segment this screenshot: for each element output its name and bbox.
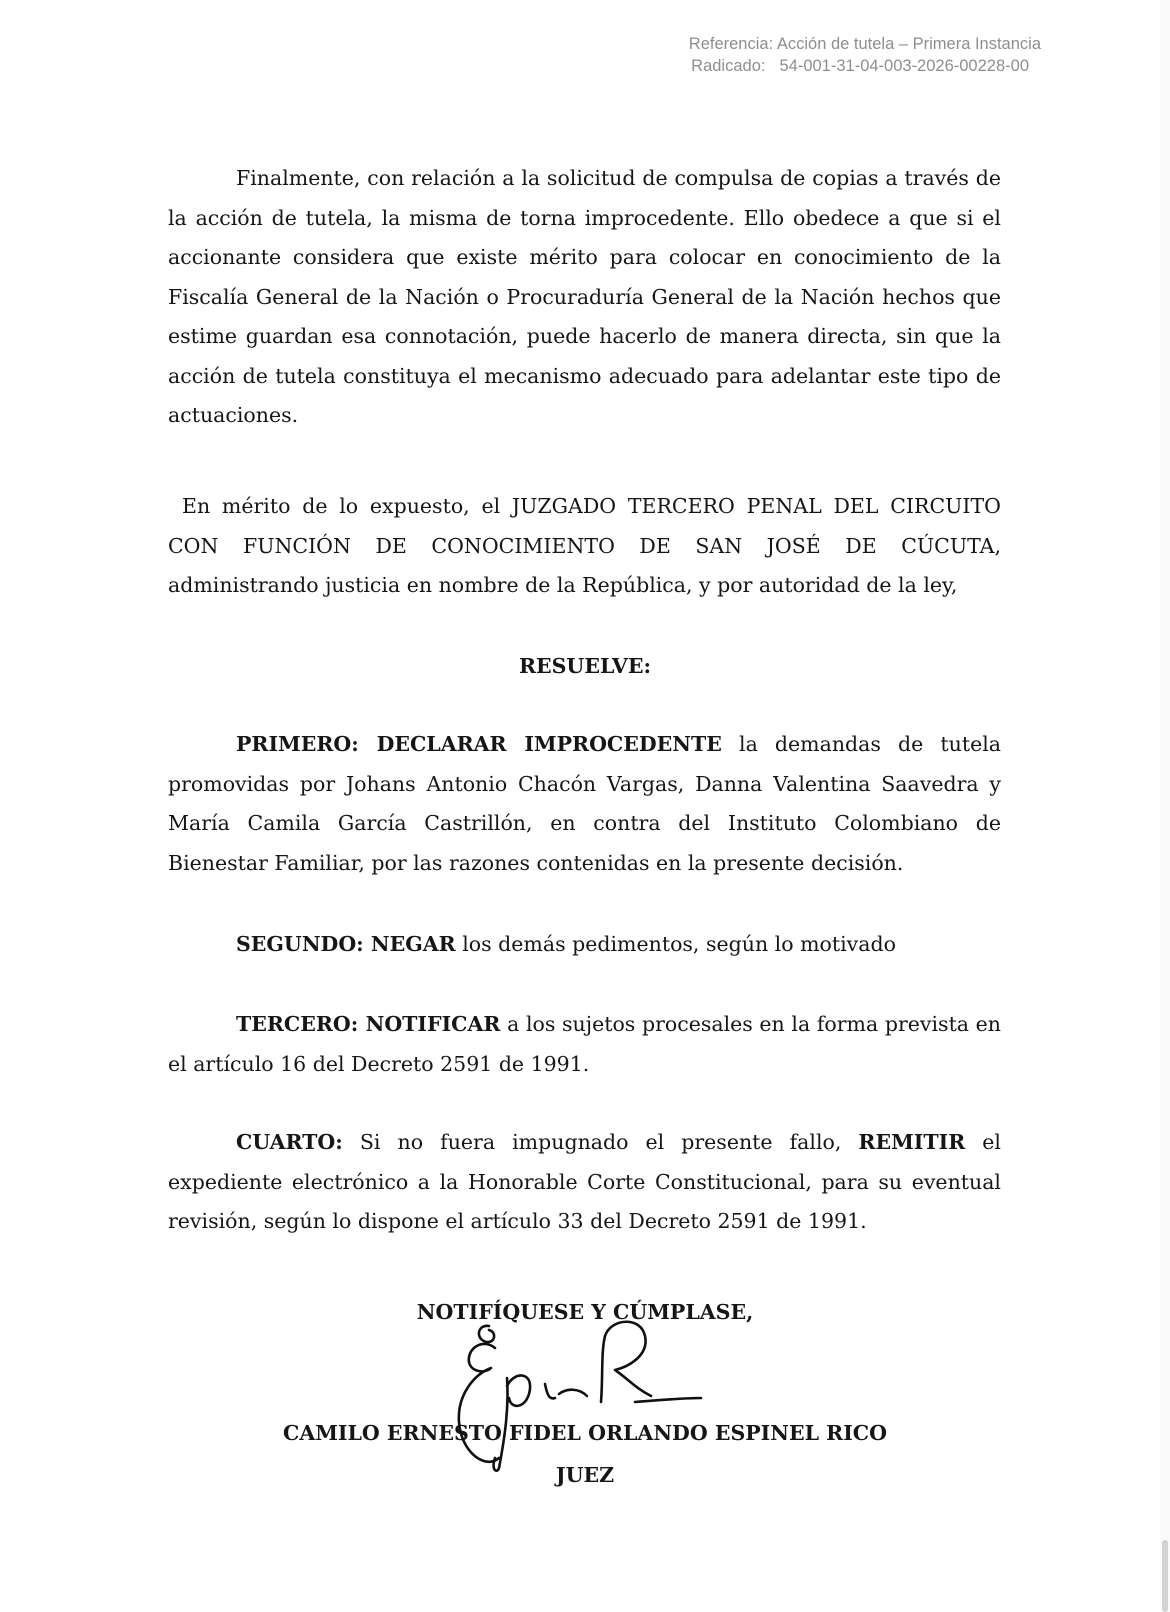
cuarto-emph: REMITIR xyxy=(858,1130,966,1154)
segundo-lead: SEGUNDO: NEGAR xyxy=(236,932,456,956)
radicado-label: Radicado: xyxy=(691,57,766,75)
reference-label: Referencia: xyxy=(688,35,774,53)
paragraph-compulsa: Finalmente, con relación a la solicitud de compulsa de copias a través de la acción de tutela, la misma de torna improcedente. Ello obedece a que si el accionante considera que existe mérito para colocar en conocimiento de la Fiscalía General de la Nación o Procuraduría General de la Nación hechos que estime guardan esa connotación, puede hacerlo de manera directa, sin que la acción de tutela constituya el mecanismo adecuado para adelantar este tipo de actuaciones. xyxy=(168,166,1001,427)
resolve-heading: RESUELVE: xyxy=(518,654,652,678)
cuarto-text-b: el expediente electrónico a la Honorable Corte Constitucional, para su eventual revisión, según lo dispone el artículo 33 del Decreto 2591 de 1991. xyxy=(168,1130,1001,1233)
cuarto-text-a: Si no fuera impugnado el presente fallo, xyxy=(342,1130,859,1154)
reference-value: Acción de tutela – Primera Instancia xyxy=(776,35,1041,53)
radicado-line xyxy=(689,55,1041,77)
closing-formula: NOTIFÍQUESE Y CÚMPLASE, xyxy=(416,1300,754,1324)
cuarto-lead: CUARTO: xyxy=(236,1130,343,1154)
case-reference-header xyxy=(689,33,1041,77)
tercero-lead: TERCERO: NOTIFICAR xyxy=(236,1012,501,1036)
paragraph-merito: En mérito de lo expuesto, el JUZGADO TERCERO PENAL DEL CIRCUITO CON FUNCIÓN DE CONOCIMIENTO DE SAN JOSÉ DE CÚCUTA, administrando justicia en nombre de la República, y por autoridad de la ley, xyxy=(168,494,1001,597)
resolution-primero xyxy=(168,725,1001,883)
resolution-cuarto xyxy=(168,1123,1001,1242)
signer-name: CAMILO ERNESTO FIDEL ORLANDO ESPINEL RICO xyxy=(283,1421,887,1445)
scrollbar-thumb[interactable] xyxy=(1162,1540,1168,1612)
reference-line xyxy=(689,33,1041,55)
handwritten-signature xyxy=(455,1318,735,1478)
segundo-text: los demás pedimentos, según lo motivado xyxy=(455,932,896,956)
vertical-scrollbar[interactable] xyxy=(1160,0,1170,1612)
tercero-text: a los sujetos procesales en la forma prevista en el artículo 16 del Decreto 2591 de 1991. xyxy=(168,1012,1001,1076)
primero-lead: PRIMERO: DECLARAR IMPROCEDENTE xyxy=(236,732,722,756)
signer-title: JUEZ xyxy=(555,1463,615,1487)
resolution-tercero xyxy=(168,1005,1001,1084)
primero-text: la demandas de tutela promovidas por Johans Antonio Chacón Vargas, Danna Valentina Saavedra y María Camila García Castrillón, en contra del Instituto Colombiano de Bienestar Familiar, por las razones contenidas en la presente decisión. xyxy=(168,732,1001,875)
radicado-value: 54-001-31-04-003-2026-00228-00 xyxy=(779,57,1029,75)
resolution-segundo xyxy=(168,925,1001,965)
